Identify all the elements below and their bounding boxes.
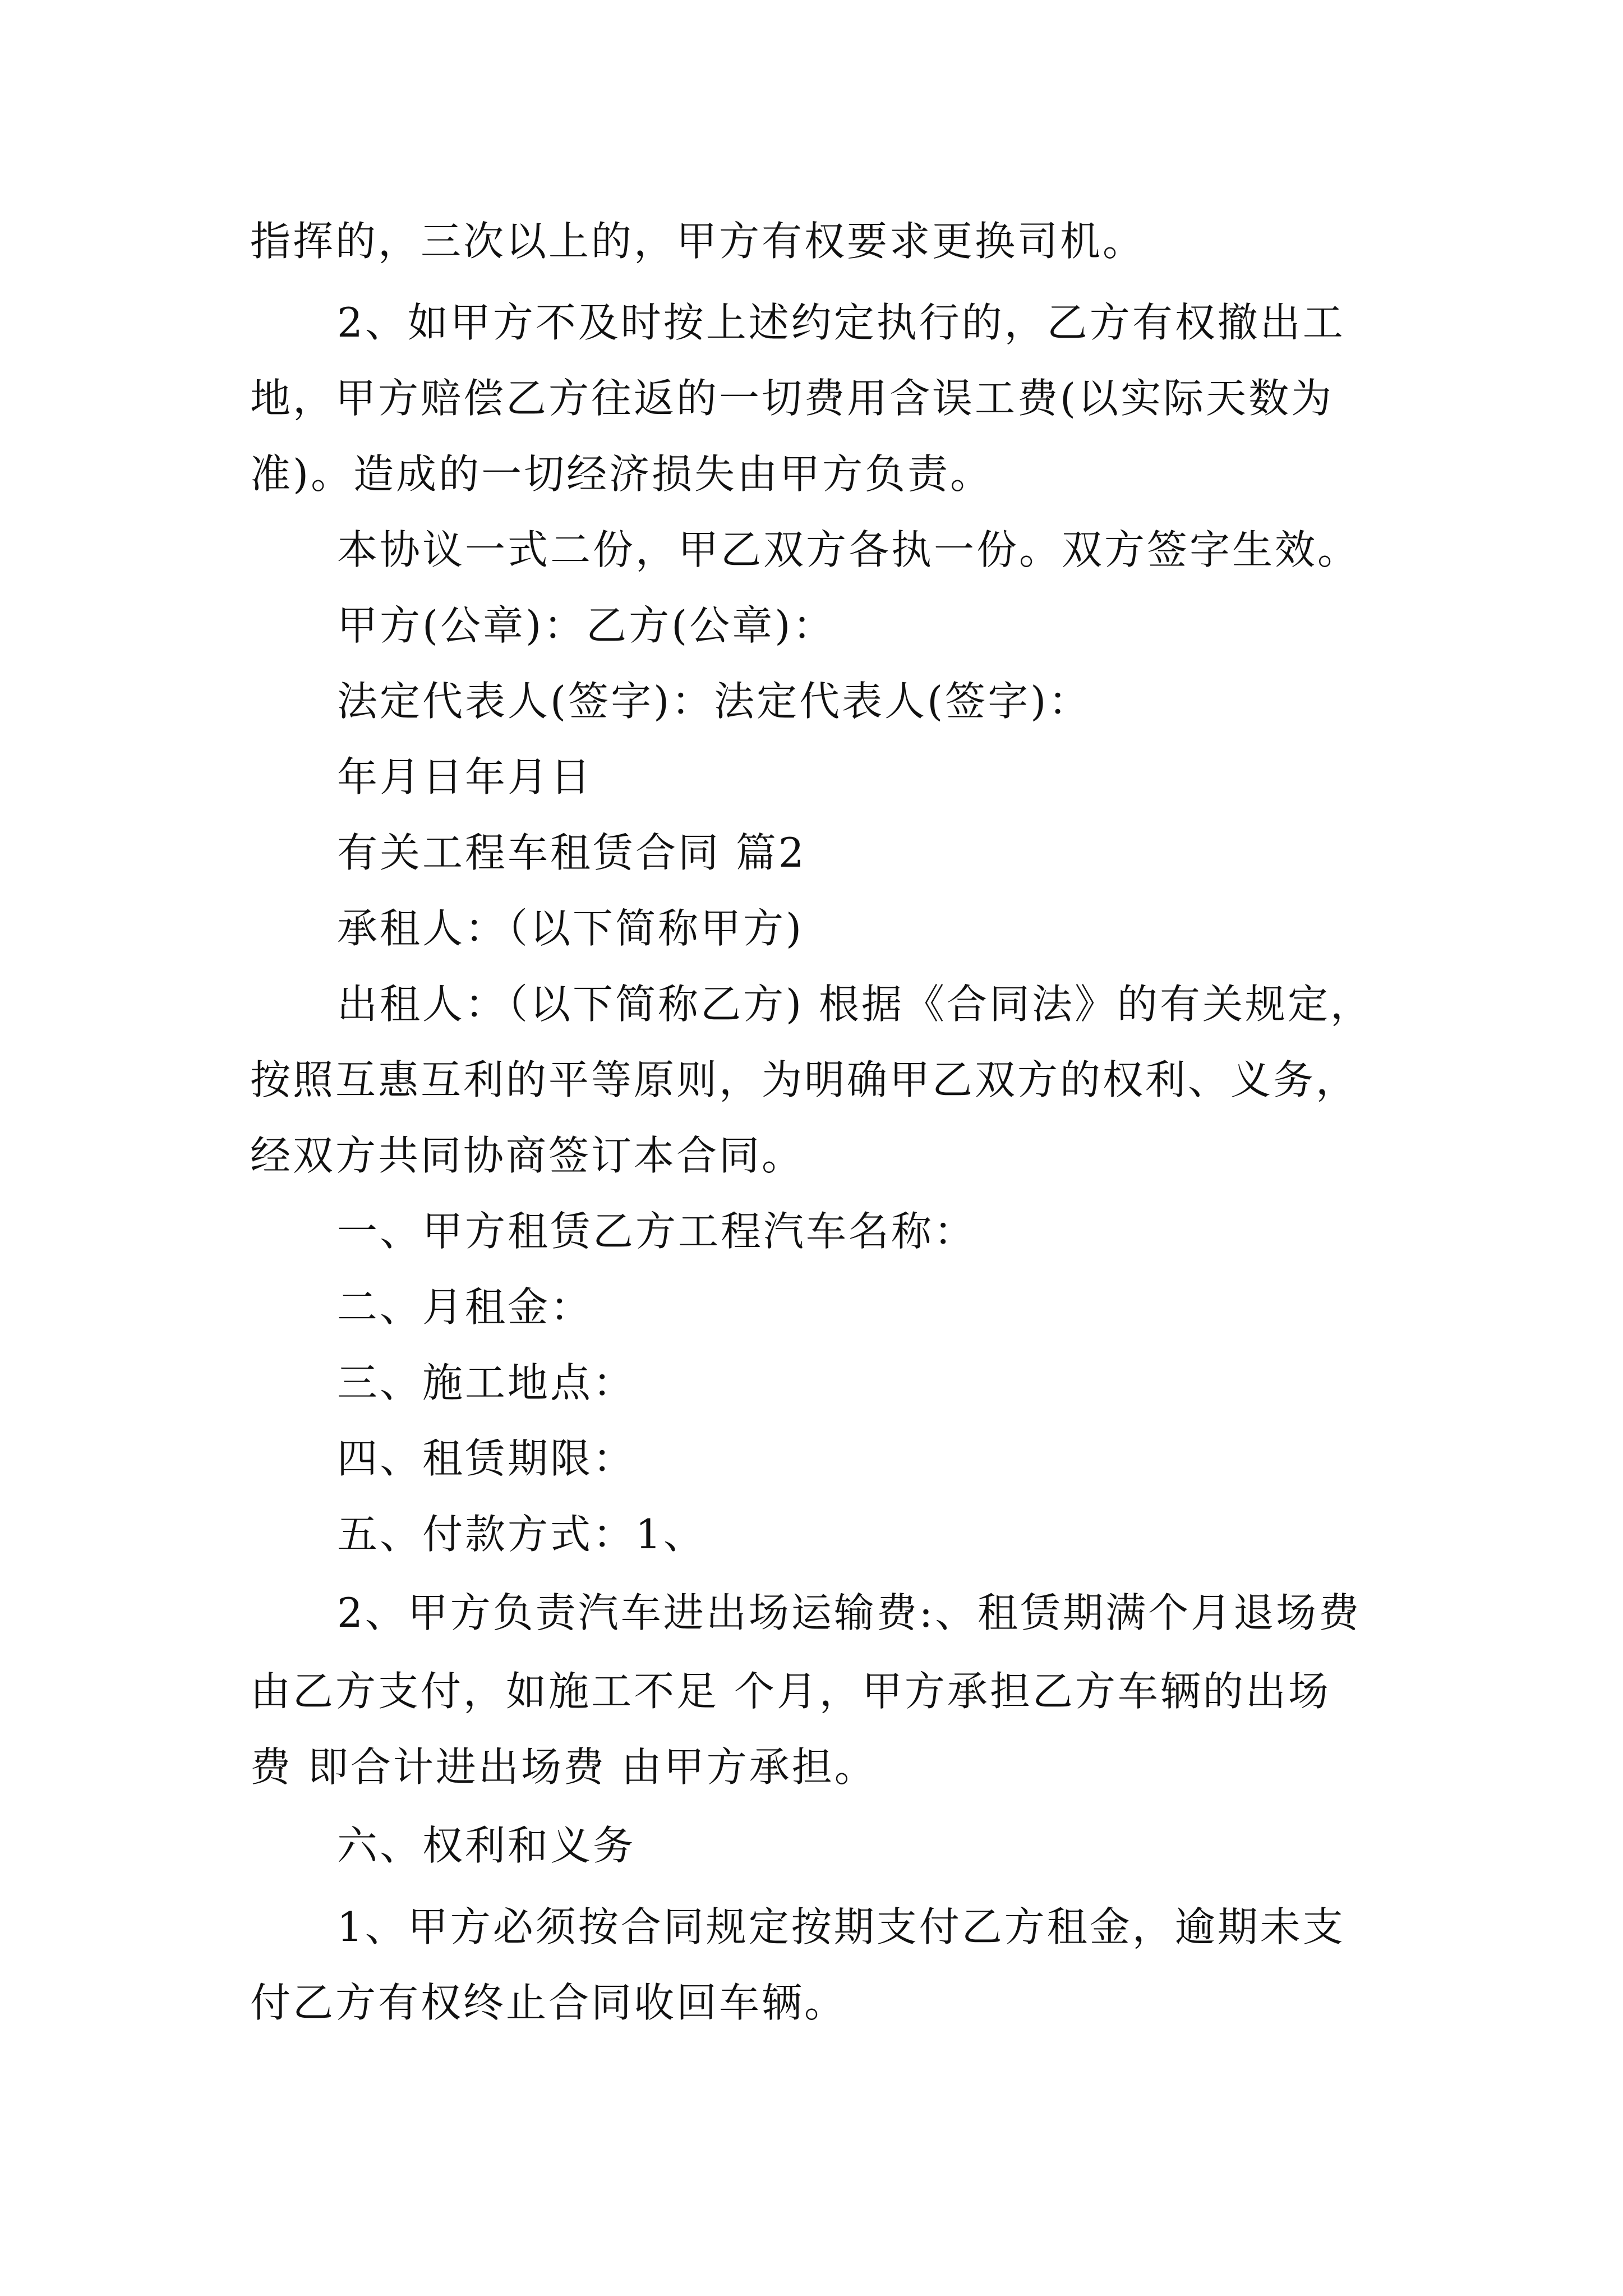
text-line: 费 即合计进出场费 由甲方承担。 (250, 1743, 877, 1791)
text-line: 承租人：（以下简称甲方) (337, 905, 804, 952)
text-line: 按照互惠互利的平等原则，为明确甲乙双方的权利、义务， (250, 1056, 1359, 1103)
text-line: 本协议一式二份，甲乙双方各执一份。双方签字生效。 (337, 526, 1361, 573)
text-line: 二、月租金： (337, 1283, 593, 1331)
text-line: 经双方共同协商签订本合同。 (250, 1132, 805, 1179)
section-heading: 有关工程车租赁合同 篇2 (337, 829, 806, 876)
text-line: 年月日年月日 (337, 753, 593, 800)
text-line: 指挥的，三次以上的，甲方有权要求更换司机。 (250, 218, 1146, 265)
text-line: 甲方(公章)：乙方(公章)： (337, 602, 836, 649)
text-line: 四、租赁期限： (337, 1435, 636, 1482)
text-line: 2、如甲方不及时按上述约定执行的，乙方有权撤出工 (337, 299, 1345, 346)
text-line: 准)。造成的一切经济损失由甲方负责。 (250, 450, 993, 498)
text-line: 2、甲方负责汽车进出场运输费:、租赁期满个月退场费 (337, 1589, 1362, 1636)
text-line: 地，甲方赔偿乙方往返的一切费用含误工费(以实际天数为 (250, 375, 1334, 422)
text-line: 法定代表人(签字)：法定代表人(签字)： (337, 678, 1091, 725)
text-line: 1、甲方必须按合同规定按期支付乙方租金，逾期未支 (337, 1903, 1345, 1950)
text-line: 五、付款方式：1、 (337, 1511, 706, 1558)
text-line: 由乙方支付，如施工不足 个月，甲方承担乙方车辆的出场 (250, 1668, 1331, 1715)
text-line: 付乙方有权终止合同收回车辆。 (250, 1979, 847, 2026)
text-line: 一、甲方租赁乙方工程汽车名称： (337, 1208, 977, 1255)
text-line: 出租人：（以下简称乙方) 根据《合同法》的有关规定， (337, 981, 1373, 1028)
text-line: 三、施工地点： (337, 1359, 636, 1406)
text-line: 六、权利和义务 (337, 1822, 636, 1869)
